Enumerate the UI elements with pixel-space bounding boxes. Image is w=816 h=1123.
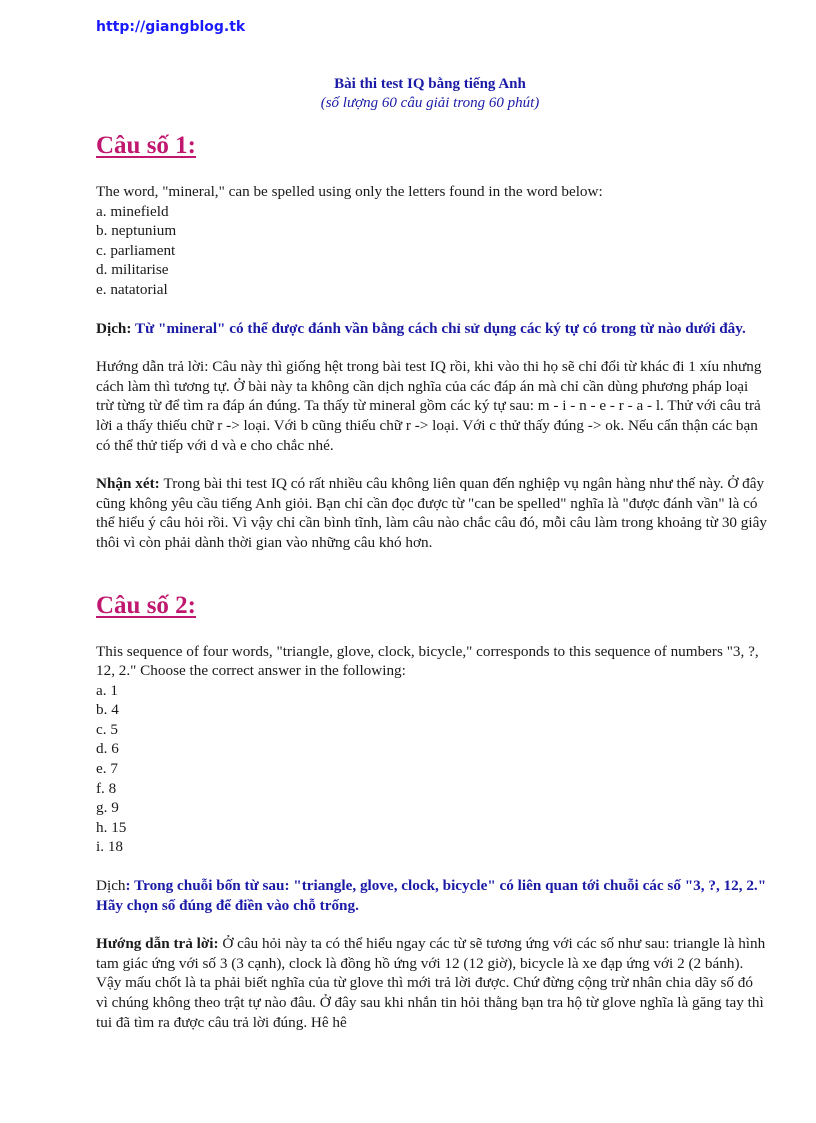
guide-text: Ở câu hỏi này ta có thể hiểu ngay các từ sẽ tương ứng với các số như sau: triangle là hình tam giác ứng với số 3 (3 cạnh), clock là đồng hồ ứng với 12 (12 giờ), bicycle là xe đạp ứng với 2 (2 bánh). Vậy mấu chốt là ta phải biết nghĩa của từ glove thì mới trả lời được. Chứ đừng cộng trừ nhân chia dãy số đó vì chúng không theo trật tự nào đâu. Ở đây sau khi nhắn tin hỏi thằng bạn tra hộ từ glove nghĩa là găng tay thì tui đã tìm ra được câu trả lời đúng. Hê hê bbox=[96, 935, 766, 1031]
question-1-heading: Câu số 1: bbox=[96, 132, 197, 159]
option-item: h. 15 bbox=[96, 818, 127, 836]
option-item: a. 1 bbox=[96, 681, 118, 699]
question-1 bbox=[96, 130, 768, 553]
option-item: a. minefield bbox=[96, 202, 169, 220]
option-item: d. 6 bbox=[96, 740, 119, 758]
option-item: g. 9 bbox=[96, 799, 119, 817]
option-item: b. 4 bbox=[96, 701, 119, 719]
site-url-link[interactable]: http://giangblog.tk bbox=[96, 19, 246, 35]
guide-label: Hướng dẫn trả lời: bbox=[96, 935, 223, 953]
question-1-guide bbox=[96, 357, 768, 455]
question-2-prompt: This sequence of four words, "triangle, glove, clock, bicycle," corresponds to this sequence of numbers "3, ?, 12, 2." Choose the correct answer in the following: bbox=[96, 642, 759, 680]
option-item: d. militarise bbox=[96, 261, 169, 279]
question-1-options bbox=[96, 202, 768, 300]
question-2-translation bbox=[96, 876, 768, 915]
option-item: e. 7 bbox=[96, 760, 118, 778]
guide-text: Hướng dẫn trả lời: Câu này thì giống hệt trong bài test IQ rồi, khi vào thi họ sẽ chỉ đổi từ khác đi 1 xíu nhưng cách làm thì tương tự. Ở bài này ta không cần dịch nghĩa của các đáp án mà chỉ cần dùng phương pháp loại trừ từng từ để tìm ra đáp án đúng. Ta thấy từ mineral gồm các ký tự sau: m - i - n - e - r - a - l. Thử với câu trả lời a thấy thiếu chữ r -> loại. Với b cũng thiếu chữ r -> loại. Với c thử thấy đúng -> ok. Nếu cẩn thận các bạn có thể thử tiếp với d và e cho chắc nhé. bbox=[96, 358, 762, 454]
translation-label: Dịch bbox=[96, 877, 126, 895]
comment-label: Nhận xét: bbox=[96, 475, 164, 493]
option-item: e. natatorial bbox=[96, 280, 168, 298]
question-1-comment bbox=[96, 474, 768, 552]
question-2-guide bbox=[96, 934, 768, 1032]
question-1-translation bbox=[96, 319, 768, 339]
option-item: f. 8 bbox=[96, 779, 117, 797]
question-2 bbox=[96, 590, 768, 1033]
document-header bbox=[96, 75, 764, 113]
document-title: Bài thi test IQ bằng tiếng Anh bbox=[334, 76, 526, 92]
document-subtitle: (số lượng 60 câu giải trong 60 phút) bbox=[320, 95, 540, 111]
comment-text: Trong bài thi test IQ có rất nhiều câu không liên quan đến nghiệp vụ ngân hàng như thế này. Ở đây cũng không yêu cầu tiếng Anh giỏi. Bạn chỉ cần đọc được từ "can be spelled" nghĩa là "được đánh vần" là có thể hiểu ý câu hỏi rồi. Vì vậy chỉ cần bình tĩnh, làm câu nào chắc câu đó, mỗi câu làm trong khoảng từ 30 giây thôi vì còn phải dành thời gian vào những câu khó hơn. bbox=[96, 475, 767, 551]
translation-label: Dịch: bbox=[96, 319, 135, 337]
translation-text: : Trong chuỗi bốn từ sau: "triangle, glove, clock, bicycle" có liên quan tới chuỗi các số "3, ?, 12, 2." Hãy chọn số đúng để điền vào chỗ trống. bbox=[96, 877, 767, 914]
translation-text: Từ "mineral" có thể được đánh vần bằng cách chỉ sử dụng các ký tự có trong từ nào dưới đây. bbox=[134, 319, 746, 337]
option-item: b. neptunium bbox=[96, 222, 177, 240]
question-2-heading: Câu số 2: bbox=[96, 591, 197, 619]
question-2-options bbox=[96, 681, 768, 857]
document-body bbox=[96, 130, 768, 1032]
question-1-prompt: The word, "mineral," can be spelled using only the letters found in the word below: bbox=[96, 183, 603, 200]
option-item: c. 5 bbox=[96, 720, 118, 738]
option-item: i. 18 bbox=[96, 838, 124, 856]
option-item: c. parliament bbox=[96, 241, 176, 259]
